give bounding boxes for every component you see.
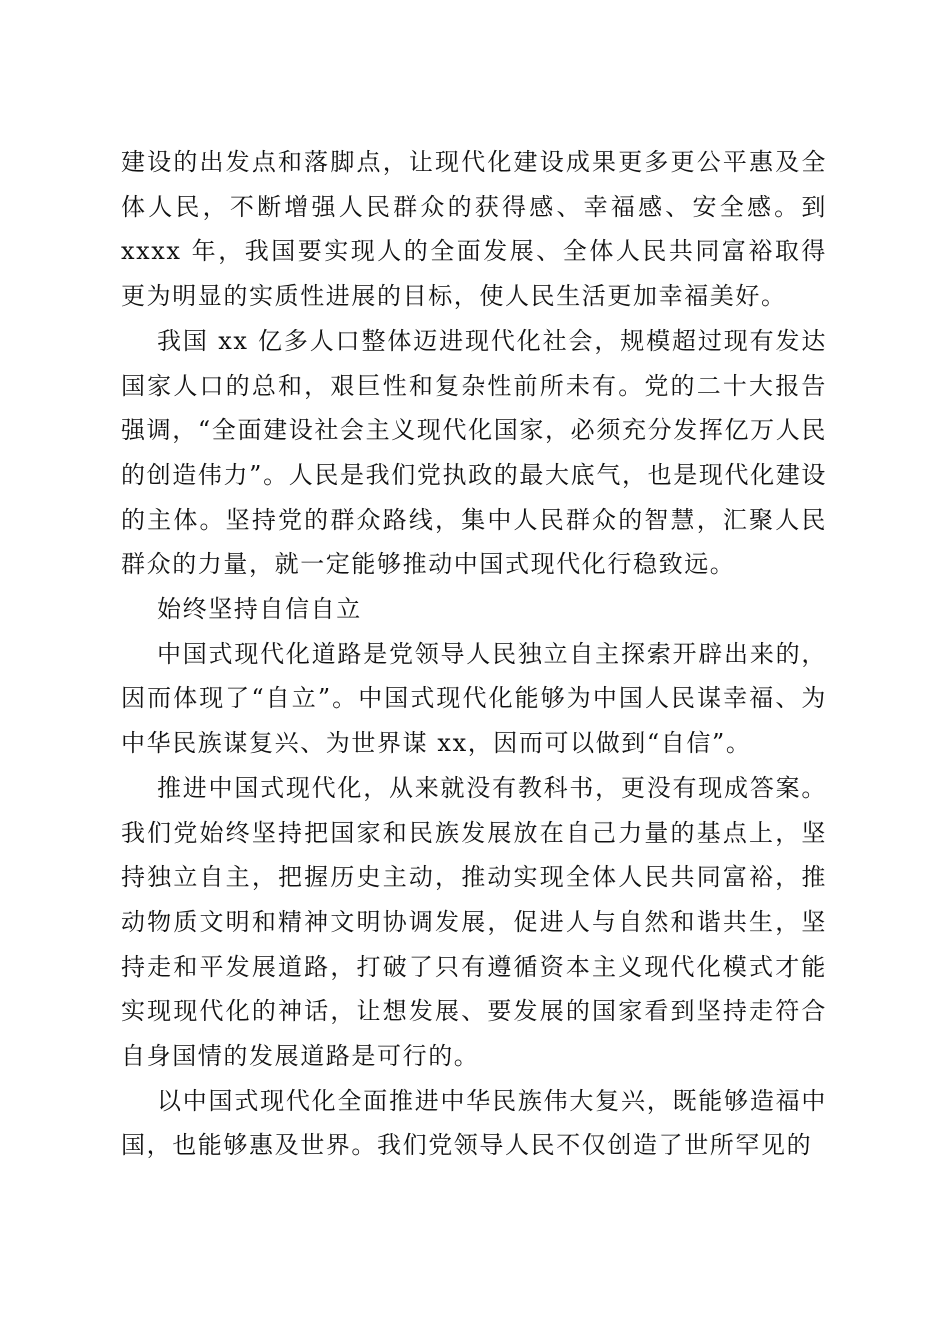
paragraph-benefit-world: 以中国式现代化全面推进中华民族伟大复兴，既能够造福中国，也能够惠及世界。我们党领导人民不仅创造了世所罕见的	[121, 1086, 827, 1160]
section-heading: 始终坚持自信自立	[157, 595, 362, 624]
paragraph-population: 我国 xx 亿多人口整体迈进现代化社会，规模超过现有发达国家人口的总和，艰巨性和复杂性前所未有。党的二十大报告强调，“全面建设社会主义现代化国家，必须充分发挥亿万人民的创造伟力”。人民是我们党执政的最大底气，也是现代化建设的主体。坚持党的群众路线，集中人民群众的智慧，汇聚人民群众的力量，就一定能够推动中国式现代化行稳致远。	[121, 326, 827, 579]
document-body	[121, 140, 827, 1168]
paragraph-continuation: 建设的出发点和落脚点，让现代化建设成果更多更公平惠及全体人民，不断增强人民群众的获得感、幸福感、安全感。到 xxxx 年，我国要实现人的全面发展、全体人民共同富裕取得更为明显的实质性进展的目标，使人民生活更加幸福美好。	[121, 148, 827, 311]
paragraph-no-textbook: 推进中国式现代化，从来就没有教科书，更没有现成答案。我们党始终坚持把国家和民族发展放在自己力量的基点上，坚持独立自主，把握历史主动，推动实现全体人民共同富裕，推动物质文明和精神文明协调发展，促进人与自然和谐共生，坚持走和平发展道路，打破了只有遵循资本主义现代化模式才能实现现代化的神话，让想发展、要发展的国家看到坚持走符合自身国情的发展道路是可行的。	[121, 773, 827, 1071]
paragraph-self-reliance: 中国式现代化道路是党领导人民独立自主探索开辟出来的，因而体现了“自立”。中国式现代化能够为中国人民谋幸福、为中华民族谋复兴、为世界谋 xx，因而可以做到“自信”。	[121, 639, 827, 758]
